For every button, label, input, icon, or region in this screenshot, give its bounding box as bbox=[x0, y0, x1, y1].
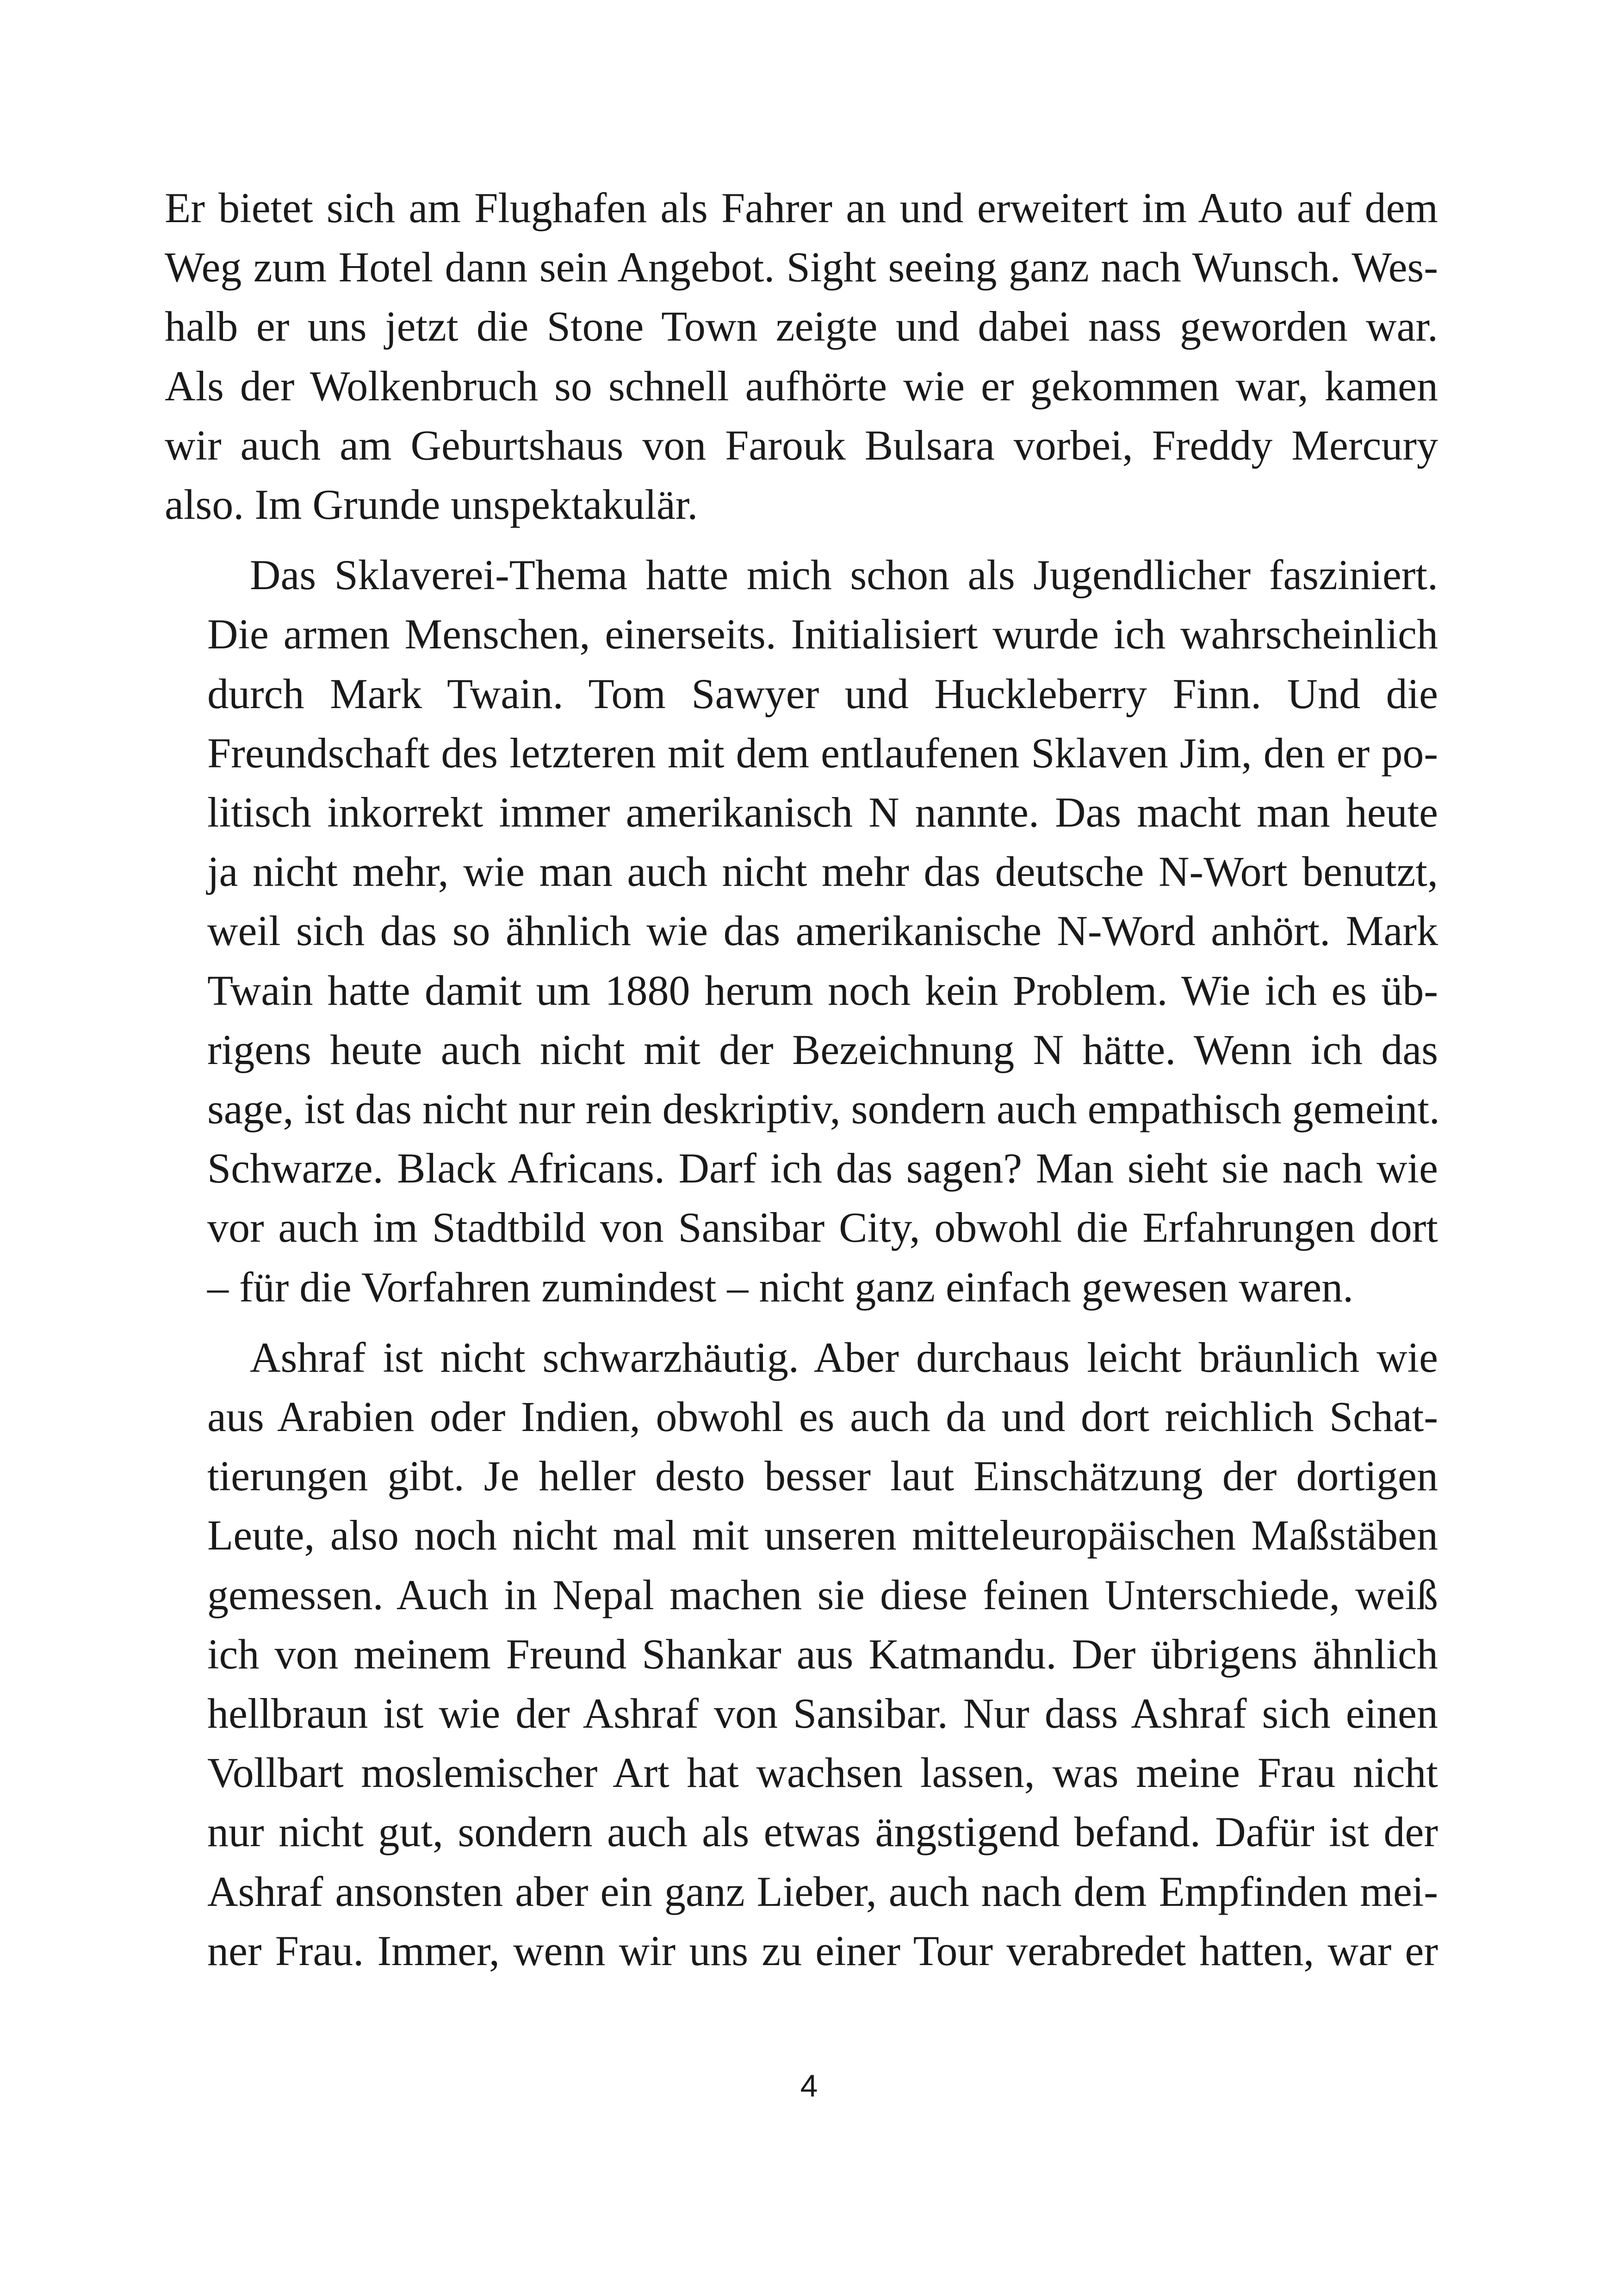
page-number: 4 bbox=[800, 2068, 818, 2103]
text-line: ner Frau. Immer, wenn wir uns zu einer Tour verabredet hatten, war er bbox=[207, 1927, 1438, 1974]
text-line: Als der Wolkenbruch so schnell aufhörte wie er gekommen war, kamen bbox=[165, 362, 1438, 410]
text-line: litisch inkorrekt immer amerikanisch N nannte. Das macht man heute bbox=[207, 789, 1438, 836]
text-line: durch Mark Twain. Tom Sawyer und Huckleberry Finn. Und die bbox=[207, 670, 1438, 717]
text-line: halb er uns jetzt die Stone Town zeigte und dabei nass geworden war. bbox=[165, 303, 1438, 350]
paragraph-1 bbox=[165, 178, 1438, 534]
text-line: rigens heute auch nicht mit der Bezeichnung N hätte. Wenn ich das bbox=[207, 1026, 1438, 1073]
text-line: vor auch im Stadtbild von Sansibar City, obwohl die Erfahrungen dort bbox=[207, 1204, 1438, 1251]
text-line: aus Arabien oder Indien, obwohl es auch da und dort reichlich Schat- bbox=[207, 1393, 1438, 1441]
text-line: Das Sklaverei-Thema hatte mich schon als Jugendlicher fasziniert. bbox=[250, 551, 1438, 599]
paragraph-3 bbox=[165, 1328, 1438, 1980]
text-line: ich von meinem Freund Shankar aus Katmandu. Der übrigens ähnlich bbox=[207, 1630, 1438, 1678]
text-line: ja nicht mehr, wie man auch nicht mehr das deutsche N-Wort benutzt, bbox=[207, 848, 1438, 896]
text-line: Weg zum Hotel dann sein Angebot. Sight seeing ganz nach Wunsch. Wes- bbox=[165, 243, 1438, 291]
text-line: nur nicht gut, sondern auch als etwas ängstigend befand. Dafür ist der bbox=[207, 1808, 1438, 1856]
text-line: Freundschaft des letzteren mit dem entlaufenen Sklaven Jim, den er po- bbox=[207, 729, 1438, 777]
text-line: Schwarze. Black Africans. Darf ich das sagen? Man sieht sie nach wie bbox=[207, 1145, 1438, 1192]
text-line: Twain hatte damit um 1880 herum noch kein Problem. Wie ich es üb- bbox=[207, 966, 1438, 1014]
paragraph-2 bbox=[165, 545, 1438, 1317]
text-line: sage, ist das nicht nur rein deskriptiv, sondern auch empathisch gemeint. bbox=[207, 1085, 1440, 1133]
text-line: Er bietet sich am Flughafen als Fahrer an und erweitert im Auto auf dem bbox=[165, 184, 1438, 231]
text-line: Ashraf ist nicht schwarzhäutig. Aber durchaus leicht bräunlich wie bbox=[250, 1333, 1438, 1381]
text-line: Ashraf ansonsten aber ein ganz Lieber, auch nach dem Empfinden mei- bbox=[207, 1867, 1438, 1915]
text-line: Die armen Menschen, einerseits. Initialisiert wurde ich wahrscheinlich bbox=[207, 610, 1438, 658]
text-line: Vollbart moslemischer Art hat wachsen lassen, was meine Frau nicht bbox=[207, 1749, 1438, 1797]
text-line: Leute, also noch nicht mal mit unseren mitteleuropäischen Maßstäben bbox=[207, 1512, 1438, 1559]
text-line: gemessen. Auch in Nepal machen sie diese feinen Unterschiede, weiß bbox=[207, 1571, 1438, 1618]
text-line: weil sich das so ähnlich wie das amerikanische N-Word anhört. Mark bbox=[207, 907, 1438, 955]
text-line: also. Im Grunde unspektakulär. bbox=[165, 481, 698, 529]
text-line: tierungen gibt. Je heller desto besser laut Einschätzung der dortigen bbox=[207, 1452, 1438, 1500]
text-line: – für die Vorfahren zumindest – nicht ganz einfach gewesen waren. bbox=[207, 1263, 1354, 1311]
text-line: hellbraun ist wie der Ashraf von Sansibar. Nur dass Ashraf sich einen bbox=[207, 1690, 1438, 1737]
text-line: wir auch am Geburtshaus von Farouk Bulsara vorbei, Freddy Mercury bbox=[165, 421, 1438, 469]
body-text bbox=[165, 178, 1438, 1991]
